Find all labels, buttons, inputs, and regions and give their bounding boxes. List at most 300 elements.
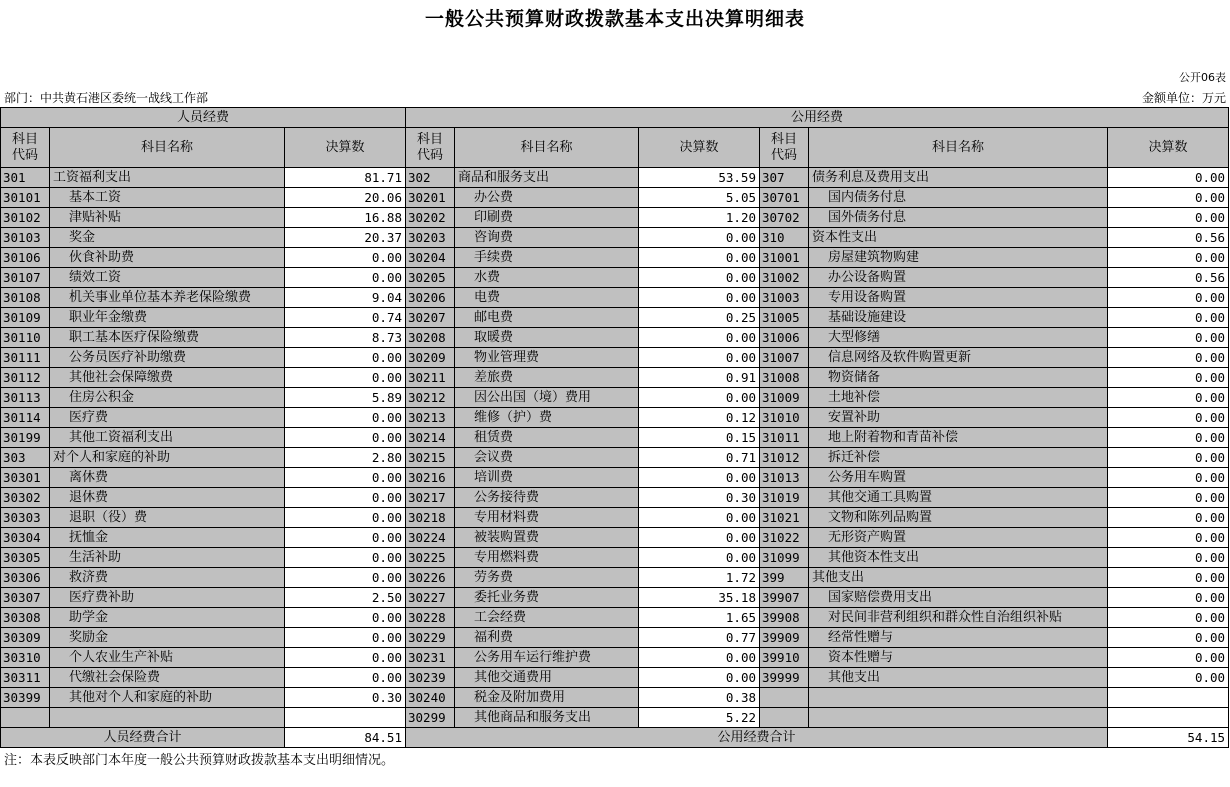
item-name [455,508,639,528]
item-amount: 5.89 [285,388,406,408]
item-name [809,368,1108,388]
item-name [455,528,639,548]
item-name-text: 其他支出 [828,670,881,685]
item-name [50,628,285,648]
item-name-text: 抚恤金 [69,530,109,545]
item-amount: 0.00 [285,468,406,488]
item-code: 30199 [1,428,50,448]
item-code: 30225 [406,548,455,568]
item-name [50,608,285,628]
item-amount [1108,708,1229,728]
item-code: 30307 [1,588,50,608]
item-name-text: 专用材料费 [474,510,540,525]
page-title: 一般公共预算财政拨款基本支出决算明细表 [424,8,805,30]
item-code: 30228 [406,608,455,628]
item-code: 30106 [1,248,50,268]
footnote: 注：本表反映部门本年度一般公共预算财政拨款基本支出明细情况。 [4,753,395,768]
item-amount: 2.50 [285,588,406,608]
item-name [455,208,639,228]
item-name-text: 基础设施建设 [828,310,907,325]
item-name-text: 离休费 [69,470,109,485]
item-name [809,208,1108,228]
item-code: 30240 [406,688,455,708]
item-code: 31022 [760,528,809,548]
item-code: 30112 [1,368,50,388]
item-amount: 0.00 [285,348,406,368]
item-name-text: 信息网络及软件购置更新 [828,350,972,365]
item-code: 30304 [1,528,50,548]
item-amount: 0.00 [285,548,406,568]
item-name: 工资福利支出 [50,168,285,188]
item-name-text [812,690,828,705]
item-name [455,628,639,648]
item-amount: 0.12 [639,408,760,428]
item-code: 307 [760,168,809,188]
item-name-text: 物资储备 [828,370,881,385]
item-amount: 20.37 [285,228,406,248]
item-code: 30203 [406,228,455,248]
item-code: 31003 [760,288,809,308]
item-amount: 0.00 [1108,608,1229,628]
item-name-text: 房屋建筑物购建 [828,250,920,265]
item-code: 30206 [406,288,455,308]
item-name: 其他支出 [809,568,1108,588]
item-name-text: 国外债务付息 [828,210,907,225]
table-row [1,608,1229,628]
table-row [1,248,1229,268]
item-name-text: 绩效工资 [69,270,122,285]
item-name-text: 税金及附加费用 [474,690,566,705]
item-name [50,408,285,428]
item-name-text: 助学金 [69,610,109,625]
item-name [809,408,1108,428]
item-amount: 0.00 [1108,168,1229,188]
item-amount: 0.00 [1108,308,1229,328]
item-name-text: 被装购置费 [474,530,540,545]
item-amount: 16.88 [285,208,406,228]
item-code: 30306 [1,568,50,588]
item-code: 30213 [406,408,455,428]
item-code: 30102 [1,208,50,228]
amount-unit-label: 金额单位：万元 [1141,91,1226,105]
personnel-group-header: 人员经费 [1,108,406,128]
item-name [50,648,285,668]
item-code: 30204 [406,248,455,268]
item-name-text: 无形资产购置 [828,530,907,545]
item-amount: 0.00 [285,528,406,548]
item-code: 301 [1,168,50,188]
item-name-text: 职工基本医疗保险缴费 [69,330,200,345]
item-name-text: 手续费 [474,250,514,265]
item-name-text: 福利费 [474,630,514,645]
item-amount: 0.00 [639,268,760,288]
item-name [50,368,285,388]
item-name [455,408,639,428]
item-name [50,468,285,488]
item-name-text: 住房公积金 [69,390,135,405]
item-amount: 0.00 [1108,508,1229,528]
table-row [1,588,1229,608]
item-name [455,648,639,668]
item-name [809,668,1108,688]
item-name-text [53,710,69,725]
amount-header: 决算数 [1108,128,1229,168]
item-name [455,328,639,348]
item-name-text: 大型修缮 [828,330,881,345]
item-name-text [812,710,828,725]
item-name [50,428,285,448]
item-code: 30227 [406,588,455,608]
item-name [809,268,1108,288]
item-name-text: 公务用车购置 [828,470,907,485]
item-name [809,248,1108,268]
table-row [1,528,1229,548]
item-code: 30302 [1,488,50,508]
item-name [50,668,285,688]
item-name-text: 对民间非营利组织和群众性自治组织补贴 [828,610,1063,625]
item-name-text: 奖励金 [69,630,109,645]
item-amount: 0.00 [639,328,760,348]
item-code: 302 [406,168,455,188]
item-amount: 35.18 [639,588,760,608]
item-amount: 0.38 [639,688,760,708]
item-name [455,568,639,588]
item-code: 30207 [406,308,455,328]
item-name [809,548,1108,568]
table-row [1,488,1229,508]
item-name-text: 退职（役）费 [69,510,148,525]
table-row [1,628,1229,648]
item-name [455,288,639,308]
item-amount: 0.00 [639,388,760,408]
item-name [50,248,285,268]
item-name-text: 代缴社会保险费 [69,670,161,685]
item-code: 30229 [406,628,455,648]
item-name [809,708,1108,728]
item-code: 30209 [406,348,455,368]
item-amount: 0.00 [1108,448,1229,468]
item-code: 39999 [760,668,809,688]
item-name [50,588,285,608]
item-amount: 0.00 [1108,208,1229,228]
item-name [809,488,1108,508]
item-amount: 0.00 [285,248,406,268]
item-amount: 0.00 [1108,588,1229,608]
item-name-text: 其他商品和服务支出 [474,710,592,725]
item-code: 30201 [406,188,455,208]
item-name-text: 安置补助 [828,410,881,425]
item-amount: 0.00 [285,628,406,648]
item-code: 39907 [760,588,809,608]
table-row [1,348,1229,368]
item-name-text: 其他资本性支出 [828,550,920,565]
item-name [809,608,1108,628]
item-amount [285,708,406,728]
item-code: 30111 [1,348,50,368]
item-name-text: 水费 [474,270,501,285]
table-row [1,208,1229,228]
item-code: 31010 [760,408,809,428]
item-name [809,628,1108,648]
item-name [455,468,639,488]
item-code: 31011 [760,428,809,448]
item-name-text: 医疗费补助 [69,590,135,605]
item-code: 30299 [406,708,455,728]
item-name-text: 医疗费 [69,410,109,425]
table-row [1,568,1229,588]
item-code [760,708,809,728]
item-name [50,208,285,228]
item-code: 30702 [760,208,809,228]
item-amount: 0.00 [1108,668,1229,688]
item-amount: 0.91 [639,368,760,388]
item-name [50,348,285,368]
item-name-text: 委托业务费 [474,590,540,605]
table-row [1,668,1229,688]
item-amount: 53.59 [639,168,760,188]
item-code: 31009 [760,388,809,408]
item-amount: 0.00 [639,248,760,268]
item-name-text: 劳务费 [474,570,514,585]
item-amount: 0.00 [285,268,406,288]
item-name-text: 职业年金缴费 [69,310,148,325]
item-amount: 0.00 [285,508,406,528]
item-name [455,368,639,388]
name-header: 科目名称 [455,128,639,168]
item-code: 30216 [406,468,455,488]
item-name [50,268,285,288]
item-code: 30109 [1,308,50,328]
item-amount: 0.00 [1108,408,1229,428]
item-name-text: 会议费 [474,450,514,465]
item-code: 31013 [760,468,809,488]
item-amount: 0.30 [285,688,406,708]
item-amount: 0.00 [1108,188,1229,208]
item-code: 303 [1,448,50,468]
table-row [1,188,1229,208]
item-code: 30110 [1,328,50,348]
item-name-text: 地上附着物和青苗补偿 [828,430,959,445]
item-name [50,308,285,328]
item-name [50,188,285,208]
item-name-text: 办公费 [474,190,514,205]
item-name [455,248,639,268]
item-code: 31021 [760,508,809,528]
item-code: 30212 [406,388,455,408]
item-name: 对个人和家庭的补助 [50,448,285,468]
item-code: 31099 [760,548,809,568]
item-name-text: 取暖费 [474,330,514,345]
item-name-text: 文物和陈列品购置 [828,510,933,525]
item-code: 30101 [1,188,50,208]
item-name [809,328,1108,348]
item-code: 30113 [1,388,50,408]
item-amount: 0.00 [1108,528,1229,548]
form-number: 公开06表 [1179,71,1226,84]
item-code: 30309 [1,628,50,648]
item-name [50,688,285,708]
item-amount: 5.05 [639,188,760,208]
item-code [760,688,809,708]
item-code: 30399 [1,688,50,708]
item-amount: 0.15 [639,428,760,448]
item-name [455,268,639,288]
item-name-text: 奖金 [69,230,96,245]
item-amount: 0.00 [639,548,760,568]
item-amount: 9.04 [285,288,406,308]
item-code: 30108 [1,288,50,308]
item-amount: 0.00 [285,368,406,388]
item-code: 30217 [406,488,455,508]
item-amount: 0.00 [639,508,760,528]
item-code: 30305 [1,548,50,568]
item-code: 31001 [760,248,809,268]
item-name-text: 物业管理费 [474,350,540,365]
item-name-text: 资本性赠与 [828,650,894,665]
item-name-text: 经常性赠与 [828,630,894,645]
item-name-text: 印刷费 [474,210,514,225]
item-name [809,388,1108,408]
item-amount: 0.00 [1108,648,1229,668]
code-header: 科目 代码 [406,128,455,168]
item-amount: 0.00 [1108,428,1229,448]
item-name [809,648,1108,668]
item-name [455,488,639,508]
item-name-text: 专用设备购置 [828,290,907,305]
item-code: 30214 [406,428,455,448]
item-amount: 0.00 [1108,288,1229,308]
item-code: 399 [760,568,809,588]
item-name-text: 公务员医疗补助缴费 [69,350,187,365]
item-name-text: 维修（护）费 [474,410,553,425]
table-row [1,288,1229,308]
item-name-text: 办公设备购置 [828,270,907,285]
item-amount: 0.77 [639,628,760,648]
amount-header: 决算数 [285,128,406,168]
item-amount: 0.00 [285,608,406,628]
item-name-text: 公务用车运行维护费 [474,650,592,665]
table-row [1,388,1229,408]
item-name [50,288,285,308]
code-header: 科目 代码 [1,128,50,168]
item-name: 商品和服务支出 [455,168,639,188]
item-name-text: 电费 [474,290,501,305]
item-name-text: 生活补助 [69,550,122,565]
item-name-text: 咨询费 [474,230,514,245]
item-name-text: 个人农业生产补贴 [69,650,174,665]
table-row [1,708,1229,728]
item-name [809,528,1108,548]
item-name-text: 因公出国（境）费用 [474,390,592,405]
item-name [455,388,639,408]
item-amount: 0.56 [1108,228,1229,248]
table-row [1,268,1229,288]
item-name [455,548,639,568]
code-header: 科目 代码 [760,128,809,168]
item-code: 30208 [406,328,455,348]
item-name-text: 差旅费 [474,370,514,385]
item-name [50,508,285,528]
public-group-header: 公用经费 [406,108,1229,128]
item-amount: 0.00 [639,668,760,688]
item-amount: 0.00 [1108,368,1229,388]
item-code: 30224 [406,528,455,548]
item-name [809,188,1108,208]
item-name-text: 伙食补助费 [69,250,135,265]
item-name: 资本性支出 [809,228,1108,248]
item-name [455,428,639,448]
table-row [1,408,1229,428]
item-code: 31008 [760,368,809,388]
item-amount: 2.80 [285,448,406,468]
item-name [809,428,1108,448]
item-name-text: 其他工资福利支出 [69,430,174,445]
item-amount: 0.00 [1108,468,1229,488]
item-code: 31005 [760,308,809,328]
item-code: 31002 [760,268,809,288]
item-name [455,348,639,368]
item-code: 39910 [760,648,809,668]
expenditure-detail-table [0,107,1229,748]
item-name-text: 其他交通费用 [474,670,553,685]
item-amount: 1.72 [639,568,760,588]
item-code: 30239 [406,668,455,688]
table-row [1,308,1229,328]
item-name [809,508,1108,528]
item-amount: 0.56 [1108,268,1229,288]
item-amount: 0.25 [639,308,760,328]
item-name-text: 公务接待费 [474,490,540,505]
item-amount: 0.00 [639,228,760,248]
item-code: 31006 [760,328,809,348]
item-name [50,568,285,588]
item-name: 债务利息及费用支出 [809,168,1108,188]
item-name [455,308,639,328]
item-name [809,468,1108,488]
item-code: 31019 [760,488,809,508]
item-name [809,288,1108,308]
item-name-text: 基本工资 [69,190,122,205]
item-code: 30301 [1,468,50,488]
item-name-text: 培训费 [474,470,514,485]
item-name-text: 其他交通工具购置 [828,490,933,505]
item-name [50,528,285,548]
table-row [1,508,1229,528]
item-name [809,688,1108,708]
item-code: 30107 [1,268,50,288]
table-row [1,228,1229,248]
table-row [1,428,1229,448]
item-name-text: 拆迁补偿 [828,450,881,465]
item-amount: 0.00 [285,668,406,688]
item-code: 30311 [1,668,50,688]
item-name [455,688,639,708]
item-code: 30226 [406,568,455,588]
item-name-text: 邮电费 [474,310,514,325]
item-amount: 0.00 [639,528,760,548]
item-code: 30215 [406,448,455,468]
item-code: 30211 [406,368,455,388]
totals-row [1,728,1229,748]
item-code: 30202 [406,208,455,228]
item-name [455,448,639,468]
table-row [1,328,1229,348]
department-label: 部门：中共黄石港区委统一战线工作部 [4,91,209,105]
public-total-amount: 54.15 [1108,728,1229,748]
item-name [455,668,639,688]
item-amount: 0.00 [1108,388,1229,408]
item-amount: 0.00 [285,488,406,508]
